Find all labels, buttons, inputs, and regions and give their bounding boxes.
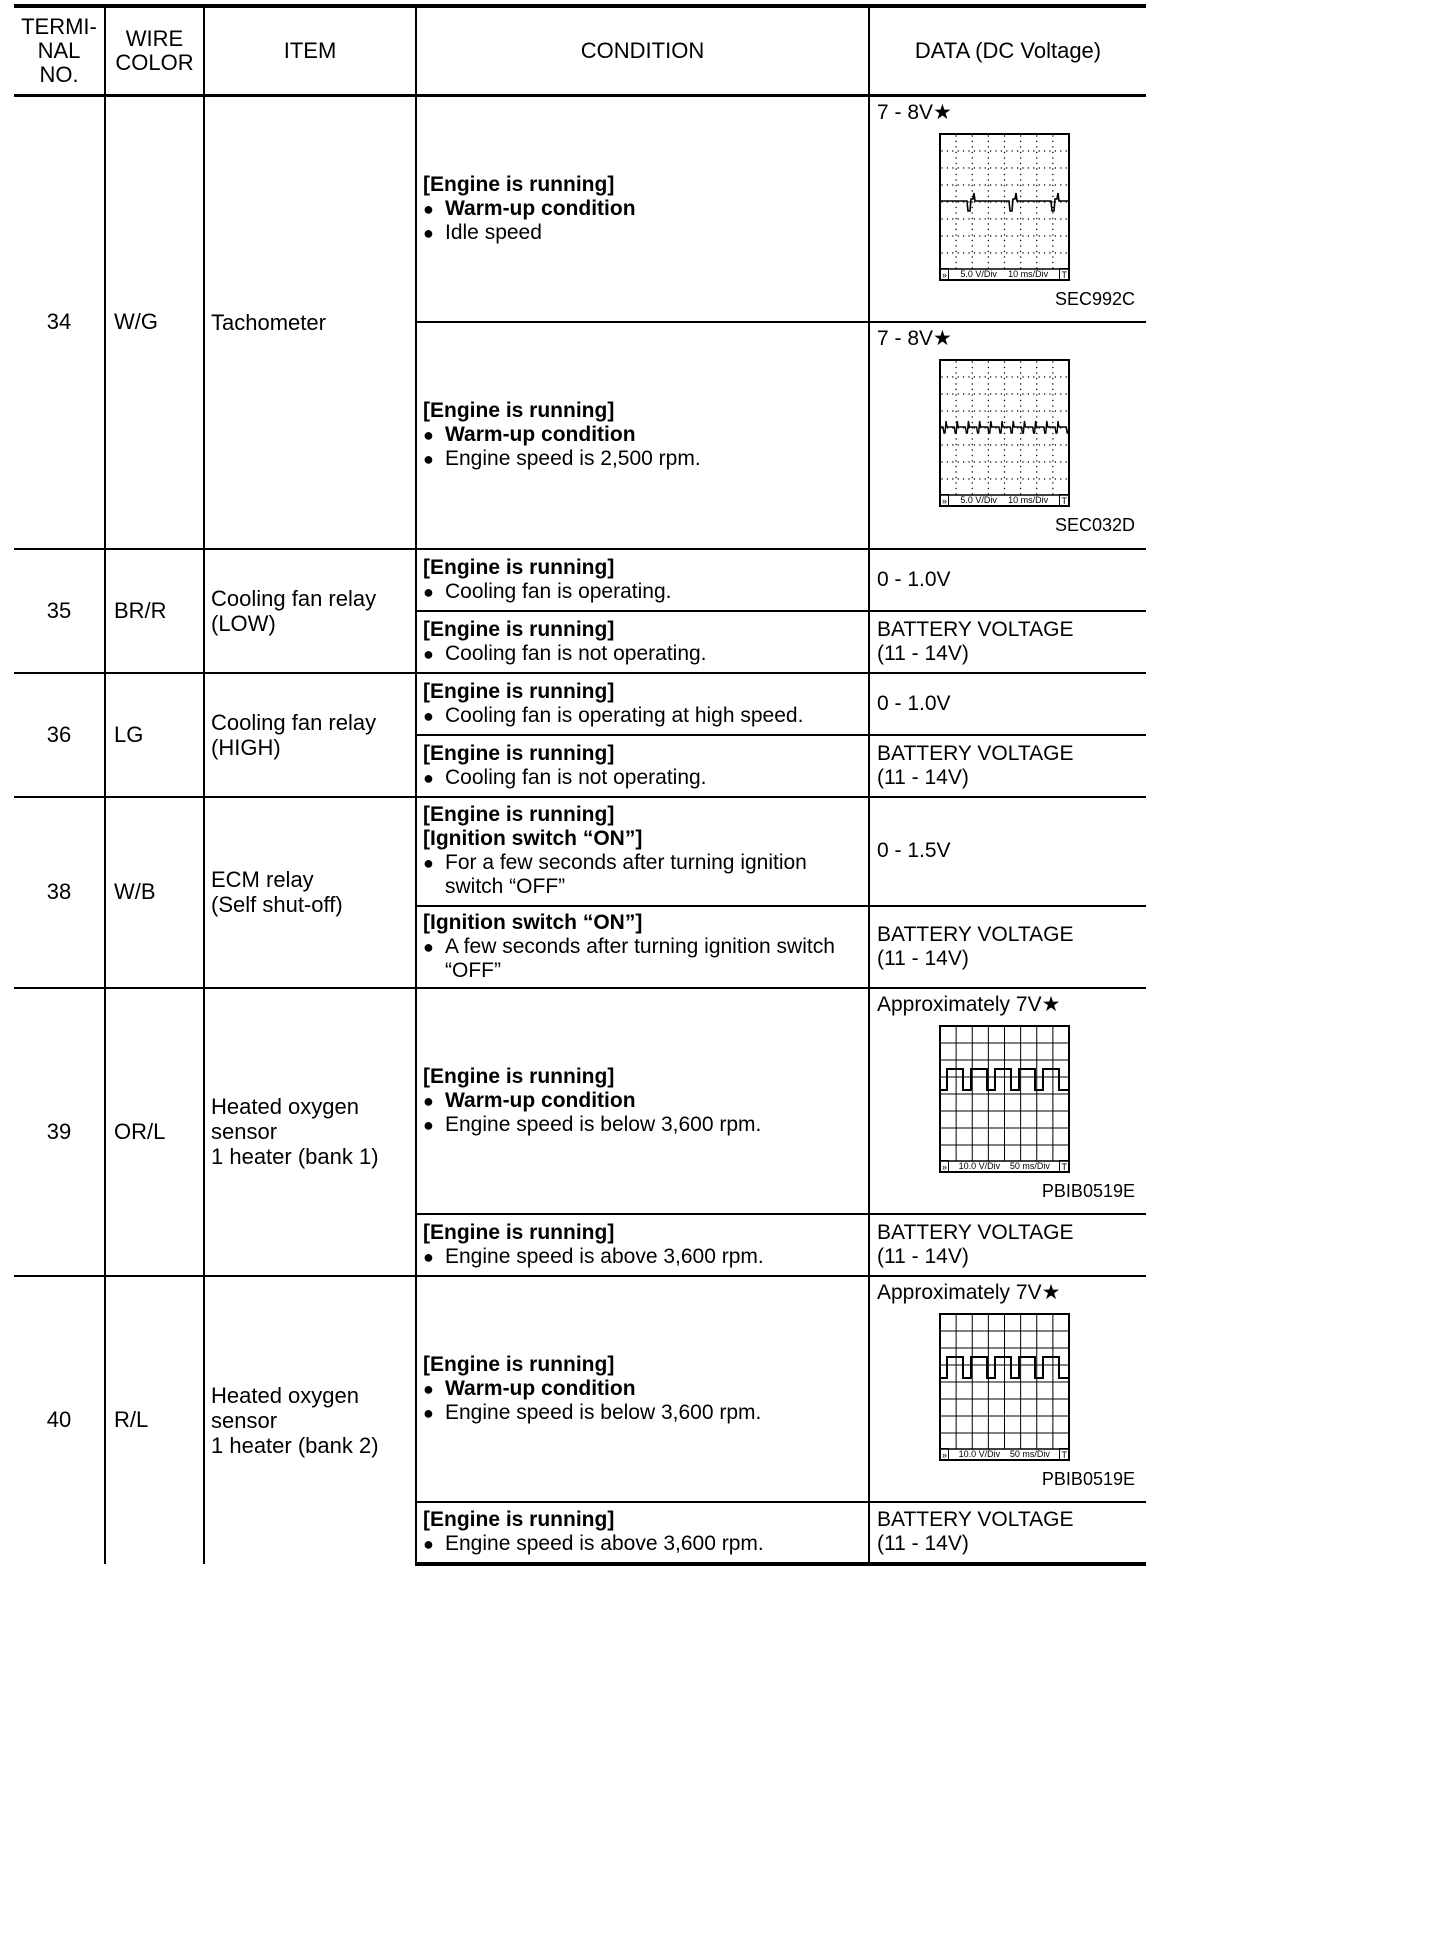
oscilloscope-waveform (939, 359, 1070, 507)
item-line: Heated oxygen sensor (211, 1094, 359, 1144)
item-name (204, 549, 416, 673)
condition-heading: [Engine is running] (423, 803, 615, 826)
data-cell (869, 1214, 1146, 1276)
condition-heading: [Ignition switch “ON”] (423, 910, 643, 934)
oscilloscope-waveform (939, 1313, 1070, 1461)
table-row (14, 1276, 1146, 1502)
condition-text: Engine speed is below 3,600 rpm. (445, 1112, 762, 1136)
wire-color: R/L (105, 1276, 204, 1564)
bullet-icon: ● (423, 1402, 434, 1423)
scope-scale-label (940, 268, 1069, 280)
condition-heading: [Engine is running] (423, 741, 615, 765)
item-name (204, 988, 416, 1276)
condition-bullet (423, 580, 862, 604)
header-wire-color: WIRE COLOR (105, 6, 204, 96)
condition-heading: [Engine is running] (423, 1220, 615, 1244)
bullet-icon: ● (423, 581, 434, 602)
data-cell (869, 988, 1146, 1214)
condition-bullet (423, 935, 862, 983)
wire-color: W/G (105, 96, 204, 549)
table-row (14, 549, 1146, 611)
bullet-icon: ● (423, 1246, 434, 1267)
table-row (14, 988, 1146, 1214)
condition-bullet (423, 447, 862, 471)
condition-text: Engine speed is above 3,600 rpm. (445, 1244, 764, 1268)
item-line: 1 heater (bank 1) (211, 1144, 379, 1169)
condition-heading: [Engine is running] (423, 555, 615, 579)
voltage-range: (11 - 14V) (877, 641, 969, 665)
figure-id: PBIB0519E (1041, 1180, 1135, 1201)
condition-cell (416, 1214, 869, 1276)
header-item: ITEM (204, 6, 416, 96)
scope-volt-scale: 5.0 V/Div (960, 269, 997, 279)
condition-bullet (423, 851, 862, 899)
terminal-number: 38 (14, 797, 105, 988)
condition-cell (416, 988, 869, 1214)
figure-id: SEC032D (1054, 514, 1135, 535)
data-cell (869, 611, 1146, 673)
voltage-value: 0 - 1.0V (877, 691, 951, 715)
bullet-icon: ● (423, 643, 434, 664)
voltage-range: (11 - 14V) (877, 946, 969, 970)
data-cell (869, 1276, 1146, 1502)
wire-color: W/B (105, 797, 204, 988)
condition-heading: [Engine is running] (423, 399, 615, 422)
condition-cell (416, 322, 869, 549)
condition-heading: [Engine is running] (423, 617, 615, 641)
terminal-data-table (14, 4, 1146, 1566)
header-condition: CONDITION (416, 6, 869, 96)
condition-heading: [Engine is running] (423, 1352, 615, 1376)
bullet-icon: ● (423, 705, 434, 726)
condition-bullet (423, 766, 862, 790)
data-cell (869, 96, 1146, 322)
condition-bullet (423, 197, 862, 221)
oscilloscope-figure (877, 359, 1139, 507)
data-cell (869, 322, 1146, 549)
scope-time-scale: 50 ms/Div (1009, 1448, 1050, 1459)
wire-color: BR/R (105, 549, 204, 673)
condition-bullet (423, 642, 862, 666)
voltage-value: BATTERY VOLTAGE (877, 617, 1074, 641)
scope-trigger-icon: T (1061, 1449, 1067, 1460)
item-name (204, 96, 416, 549)
bullet-icon: ● (423, 936, 434, 957)
scope-left-icon: » (942, 1449, 948, 1460)
wire-color: OR/L (105, 988, 204, 1276)
bullet-icon: ● (423, 853, 434, 873)
terminal-number: 34 (14, 96, 105, 549)
scope-trigger-icon: T (1061, 495, 1067, 506)
bullet-icon: ● (423, 767, 434, 788)
condition-cell (416, 906, 869, 988)
header-terminal: TERMI- NAL NO. (14, 6, 105, 96)
item-line: (HIGH) (211, 734, 281, 760)
condition-bullet (423, 1113, 862, 1137)
voltage-value: 7 - 8V★ (877, 101, 952, 124)
item-line: 1 heater (bank 2) (211, 1432, 379, 1458)
scope-volt-scale: 10.0 V/Div (958, 1160, 1001, 1171)
item-line: (LOW) (211, 610, 276, 636)
scope-left-icon: » (942, 1161, 948, 1172)
data-cell (869, 735, 1146, 797)
scope-trigger-icon: T (1061, 1161, 1067, 1172)
condition-cell (416, 549, 869, 611)
scope-volt-scale: 5.0 V/Div (960, 494, 997, 505)
scope-time-scale: 50 ms/Div (1009, 1160, 1050, 1171)
voltage-value: Approximately 7V★ (877, 992, 1061, 1016)
condition-cell (416, 1276, 869, 1502)
data-cell (869, 797, 1146, 906)
terminal-number: 35 (14, 549, 105, 673)
terminal-number: 39 (14, 988, 105, 1276)
condition-heading: [Engine is running] (423, 1064, 615, 1088)
bullet-icon: ● (423, 222, 434, 243)
bullet-icon: ● (423, 449, 434, 469)
scope-volt-scale: 10.0 V/Div (958, 1448, 1001, 1459)
scope-trigger-icon: T (1061, 270, 1067, 280)
bullet-icon: ● (423, 1114, 434, 1135)
condition-bullet (423, 1089, 862, 1113)
bullet-icon: ● (423, 1534, 434, 1554)
condition-text: For a few seconds after turning ignition switch “OFF” (445, 851, 807, 898)
condition-cell (416, 611, 869, 673)
data-cell (869, 549, 1146, 611)
header-data: DATA (DC Voltage) (869, 6, 1146, 96)
voltage-value: 0 - 1.0V (877, 567, 951, 591)
voltage-range: (11 - 14V) (877, 1244, 969, 1268)
item-line: Cooling fan relay (211, 709, 377, 735)
condition-bullet (423, 221, 862, 245)
condition-cell (416, 797, 869, 906)
item-name (204, 797, 416, 988)
table-row (14, 673, 1146, 735)
data-cell (869, 906, 1146, 988)
voltage-range: (11 - 14V) (877, 1532, 969, 1555)
condition-text: Warm-up condition (445, 1088, 636, 1112)
scope-scale-label (940, 494, 1069, 506)
item-line: Tachometer (211, 309, 326, 335)
condition-bullet (423, 704, 862, 728)
voltage-range: (11 - 14V) (877, 765, 969, 789)
data-cell (869, 1502, 1146, 1564)
condition-text: Warm-up condition (445, 423, 636, 446)
condition-text: Idle speed (445, 220, 542, 244)
item-line: (Self shut-off) (211, 892, 343, 917)
condition-bullet (423, 1532, 862, 1556)
condition-text: Cooling fan is not operating. (445, 765, 707, 789)
oscilloscope-figure (877, 1313, 1139, 1461)
voltage-value: Approximately 7V★ (877, 1280, 1061, 1304)
condition-text: Engine speed is 2,500 rpm. (445, 447, 701, 470)
wire-color: LG (105, 673, 204, 797)
condition-cell (416, 673, 869, 735)
item-line: ECM relay (211, 867, 314, 892)
header-row (14, 6, 1146, 96)
condition-bullet (423, 1245, 862, 1269)
condition-text: Cooling fan is not operating. (445, 641, 707, 665)
table-row (14, 96, 1146, 322)
voltage-value: 0 - 1.5V (877, 839, 951, 862)
condition-text: Cooling fan is operating at high speed. (445, 703, 804, 727)
oscilloscope-figure (877, 133, 1139, 281)
voltage-value: BATTERY VOLTAGE (877, 741, 1074, 765)
condition-bullet (423, 423, 862, 447)
condition-heading: [Engine is running] (423, 1508, 615, 1531)
condition-bullet (423, 1377, 862, 1401)
condition-cell (416, 96, 869, 322)
condition-cell (416, 1502, 869, 1564)
condition-text: Cooling fan is operating. (445, 579, 672, 603)
condition-text: Warm-up condition (445, 196, 636, 220)
bullet-icon: ● (423, 425, 434, 445)
condition-heading: [Engine is running] (423, 679, 615, 703)
condition-bullet (423, 1401, 862, 1425)
condition-cell (416, 735, 869, 797)
item-line: Heated oxygen sensor (211, 1382, 359, 1433)
table-row (14, 797, 1146, 906)
voltage-value: BATTERY VOLTAGE (877, 1220, 1074, 1244)
voltage-value: BATTERY VOLTAGE (877, 1508, 1074, 1531)
bullet-icon: ● (423, 198, 434, 219)
condition-heading: [Engine is running] (423, 172, 615, 196)
scope-time-scale: 10 ms/Div (1008, 494, 1049, 505)
terminal-number: 40 (14, 1276, 105, 1564)
item-name (204, 1276, 416, 1564)
data-cell (869, 673, 1146, 735)
voltage-value: 7 - 8V★ (877, 326, 952, 350)
figure-id: PBIB0519E (1041, 1468, 1135, 1489)
item-line: Cooling fan relay (211, 585, 377, 611)
oscilloscope-waveform (939, 1025, 1070, 1173)
terminal-number: 36 (14, 673, 105, 797)
condition-text: Engine speed is above 3,600 rpm. (445, 1532, 764, 1555)
scope-left-icon: » (942, 495, 948, 506)
scope-time-scale: 10 ms/Div (1008, 269, 1049, 279)
oscilloscope-waveform (939, 133, 1070, 281)
voltage-value: BATTERY VOLTAGE (877, 922, 1074, 946)
figure-id: SEC992C (1054, 289, 1135, 309)
scope-scale-label (940, 1448, 1069, 1460)
condition-heading: [Ignition switch “ON”] (423, 827, 643, 850)
condition-text: Engine speed is below 3,600 rpm. (445, 1400, 762, 1424)
bullet-icon: ● (423, 1090, 434, 1111)
scope-scale-label (940, 1160, 1069, 1172)
oscilloscope-figure (877, 1025, 1139, 1173)
condition-text: A few seconds after turning ignition switch “OFF” (445, 934, 835, 982)
bullet-icon: ● (423, 1378, 434, 1399)
scope-left-icon: » (942, 270, 948, 280)
condition-text: Warm-up condition (445, 1376, 636, 1400)
item-name (204, 673, 416, 797)
